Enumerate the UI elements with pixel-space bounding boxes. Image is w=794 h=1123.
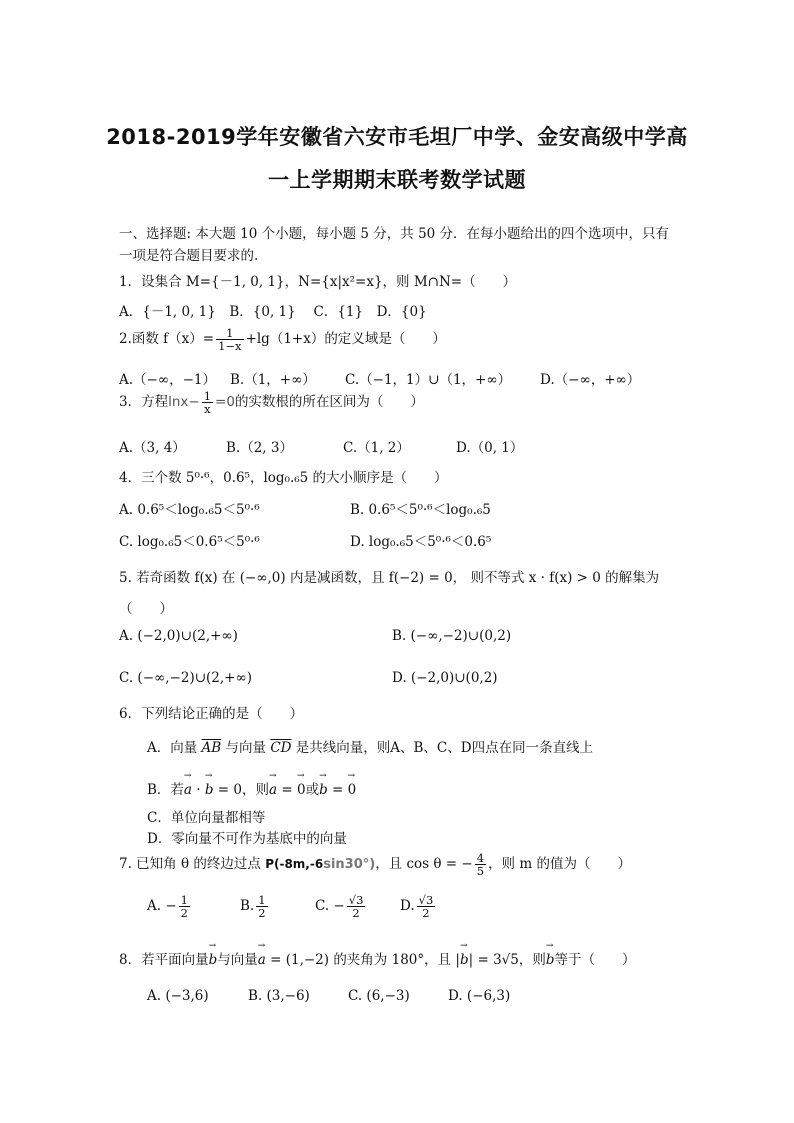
q7-b-num: 1 (258, 893, 266, 907)
q3-frac-den: x (204, 402, 211, 417)
q2-fraction (216, 327, 243, 352)
q7-c-den: 2 (352, 906, 360, 921)
q8-option-c: C. (6,−3) (348, 988, 410, 1004)
exam-title-line1: 2018-2019学年安徽省六安市毛坦厂中学、金安高级中学高 (106, 125, 688, 149)
q8-mid3: | = 3√5，则 (468, 952, 546, 968)
q5-paren: （ ） (119, 601, 173, 617)
q7-option-c (315, 894, 367, 919)
q6-b-zero2: → 0 (348, 782, 357, 798)
q3-suffix: 的实数根的所在区间为（ ） (234, 394, 424, 411)
q7-a-num: 1 (180, 893, 188, 907)
q7-stem (119, 852, 631, 877)
q2-frac-den: 1−x (218, 339, 242, 354)
q5-option-d: D. (−2,0)∪(0,2) (392, 670, 498, 686)
q7-d-label: D. (400, 898, 415, 915)
q7-a-label: A. − (147, 898, 177, 915)
q7-point-sin: sin30°) (323, 857, 376, 873)
q7-d-fraction (417, 894, 436, 919)
q2-suffix: +lg（1+x）的定义域是（ ） (245, 331, 446, 348)
q8-vector-b: → b (209, 952, 218, 968)
q3-eq-left: lnx− (168, 394, 200, 411)
q1-options: A．{－1, 0, 1} B．{0, 1} C．{1} D．{0} (119, 304, 427, 320)
q8-post: 等于（ ） (554, 952, 636, 968)
q4-stem: 4．三个数 5⁰·⁶，0.6⁵，log₀.₆5 的大小顺序是（ ） (119, 470, 448, 486)
q3-eq-right: =0 (215, 394, 235, 411)
q2-frac-num: 1 (216, 327, 243, 340)
q7-a-fraction (179, 894, 190, 919)
q6-option-c: C．单位向量都相等 (147, 810, 266, 826)
q6-option-b (147, 778, 356, 798)
q7-b-den: 2 (258, 906, 266, 921)
q6-a-vector-cd: $\overline{CD}$ (270, 740, 292, 756)
q6-b-pre: B．若 (147, 782, 184, 798)
q8-vector-b-end: → b (546, 952, 555, 968)
q4-option-d: D. log₀.₆5＜5⁰·⁶＜0.6⁵ (350, 534, 492, 550)
q7-c-num: √3 (348, 893, 364, 907)
q1-stem: 1．设集合 M={－1, 0, 1}，N={x|x²=x}，则 M∩N=（ ） (119, 274, 517, 290)
q6-b-eq1: = (277, 782, 297, 798)
q8-vector-b-abs: → b (460, 952, 469, 968)
q8-pre: 8．若平面向量 (119, 952, 209, 968)
q7-mid: ，且 cos θ = − (375, 856, 473, 873)
q6-a-mid: 与向量 (221, 740, 271, 756)
q7-d-den: 2 (422, 906, 430, 921)
q6-b-vector-a2: → a (269, 782, 277, 798)
q2-option-b: B.（1，+∞） (230, 372, 316, 388)
q7-frac-den: 5 (476, 864, 485, 879)
q6-b-dot: · (191, 782, 205, 798)
q2-stem (119, 327, 446, 352)
q3-option-d: D.（0, 1） (456, 440, 524, 456)
q8-option-a: A. (−3,6) (147, 988, 209, 1004)
q3-frac-num: 1 (203, 389, 212, 403)
q7-prefix: 7. 已知角 θ 的终边过点 (119, 856, 266, 873)
q2-option-d: D.（−∞，+∞） (540, 372, 641, 388)
q2-option-a: A.（−∞，−1） (119, 372, 216, 388)
q7-a-den: 2 (180, 906, 188, 921)
q7-option-a (147, 894, 192, 919)
section-instruction-line1: 一、选择题: 本大题 10 个小题，每小题 5 分，共 50 分．在每小题给出的四个选项中，只有 (119, 226, 670, 242)
q7-frac-num: 4 (476, 851, 485, 865)
q4-option-b: B. 0.6⁵＜5⁰·⁶＜log₀.₆5 (350, 502, 491, 518)
q3-stem (119, 390, 424, 415)
q5-option-b: B. (−∞,−2)∪(0,2) (392, 628, 512, 644)
q4-option-a: A. 0.6⁵＜log₀.₆5＜5⁰·⁶ (119, 502, 260, 518)
q8-option-b: B. (3,−6) (248, 988, 310, 1004)
q5-option-a: A. (−2,0)∪(2,+∞) (119, 628, 238, 644)
q6-option-a (147, 736, 593, 756)
q3-prefix: 3．方程 (119, 394, 169, 411)
q6-b-vector-b: → b (205, 782, 214, 798)
q6-stem: 6．下列结论正确的是（ ） (119, 706, 304, 722)
q7-fraction (475, 852, 486, 877)
q7-b-fraction (256, 894, 267, 919)
q6-b-zero1: → 0 (297, 782, 306, 798)
q8-stem (119, 948, 636, 968)
q8-mid1: 与向量 (217, 952, 258, 968)
q4-option-c: C. log₀.₆5＜0.6⁵＜5⁰·⁶ (119, 534, 260, 550)
q6-b-or: 或 (305, 782, 320, 798)
q6-b-mid: = 0，则 (213, 782, 269, 798)
q5-stem: 5. 若奇函数 f(x) 在 (−∞,0) 内是减函数，且 f(−2) = 0， 则不等式 x · f(x) > 0 的解集为 (119, 570, 660, 586)
q5-option-c: C. (−∞,−2)∪(2,+∞) (119, 670, 252, 686)
q3-fraction (202, 390, 213, 415)
exam-title-line2: 一上学期期末联考数学试题 (268, 168, 526, 192)
q3-option-b: B.（2, 3） (226, 440, 293, 456)
q6-a-vector-ab: $\overline{AB}$ (201, 740, 222, 756)
q7-b-label: B. (240, 898, 255, 915)
q8-vector-a: → a (258, 952, 266, 968)
q6-a-post: 是共线向量，则A、B、C、D四点在同一条直线上 (291, 740, 594, 756)
q8-mid2: = (1,−2) 的夹角为 180°，且 | (265, 952, 460, 968)
section-instruction-line2: 一项是符合题目要求的. (119, 248, 259, 264)
q6-b-vector-b2: → b (319, 782, 328, 798)
q6-a-pre: A．向量 (147, 740, 202, 756)
q2-option-c: C.（−1，1）∪（1，+∞） (345, 372, 512, 388)
q7-c-fraction (347, 894, 366, 919)
q7-suffix: ，则 m 的值为（ ） (488, 856, 631, 873)
q6-b-eq2: = (327, 782, 348, 798)
q2-prefix: 2.函数 f（x）= (119, 331, 215, 348)
q6-option-d: D．零向量不可作为基底中的向量 (147, 831, 347, 847)
q3-option-c: C.（1, 2） (343, 440, 410, 456)
q8-option-d: D. (−6,3) (448, 988, 511, 1004)
q7-d-num: √3 (418, 893, 434, 907)
q7-c-label: C. − (315, 898, 345, 915)
q7-point: P(-8m,-6 (265, 857, 324, 872)
q7-option-d (400, 894, 437, 919)
q7-option-b (240, 894, 270, 919)
q3-option-a: A.（3, 4） (119, 440, 186, 456)
q6-b-vector-a: → a (184, 782, 192, 798)
